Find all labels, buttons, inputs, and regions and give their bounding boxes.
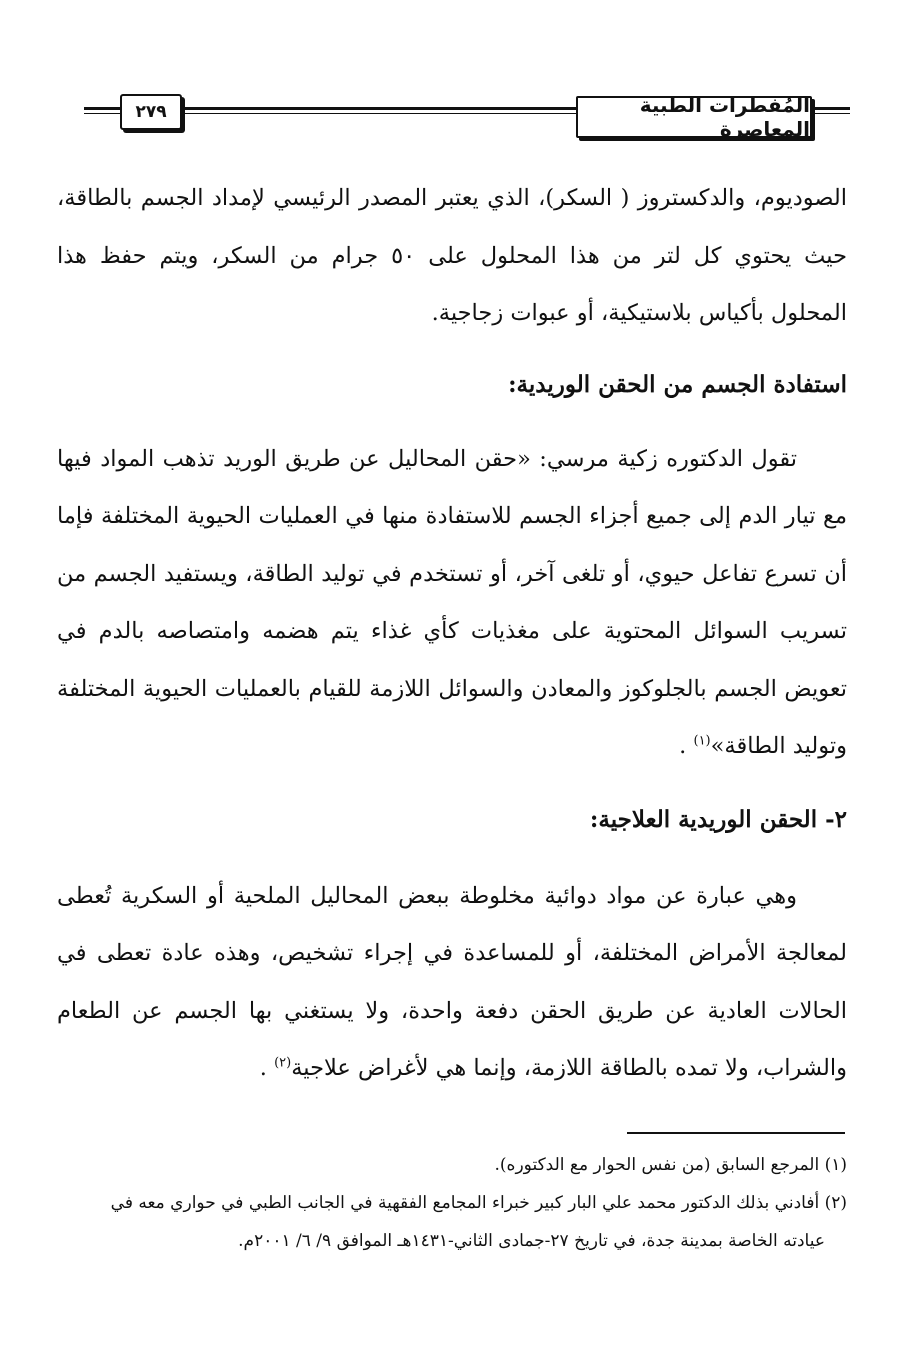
footnote-ref-1: (١) (693, 733, 711, 749)
paragraph-2-end: . (679, 733, 694, 759)
paragraph-3-text: وهي عبارة عن مواد دوائية مخلوطة ببعض المحاليل الملحية أو السكرية تُعطى لمعالجة الأمراض المختلفة، أو للمساعدة في إجراء تشخيص، وهذه عادة تعطى في الحالات العادية عن طريق الحقن دفعة واحدة، ولا يستغني بها الجسم عن الطعام والشراب، ولا تمده بالطاقة اللازمة، وإنما هي لأغراض علاجية (57, 882, 847, 1081)
footnote-ref-2: (٢) (274, 1055, 292, 1071)
paragraph-2-text: تقول الدكتوره زكية مرسي: «حقن المحاليل عن طريق الوريد تذهب المواد فيها مع تيار الدم إلى جميع أجزاء الجسم للاستفادة منها في العمليات الحيوية المختلفة فإما أن تسرع تفاعل حيوي، أو تلغى آخر، أو تستخدم في توليد الطاقة، ويستفيد الجسم من تسريب السوائل المحتوية على مغذيات كأي غذاء يتم هضمه وامتصاصه بالدم في تعويض الجسم بالجلوكوز والمعادن والسوائل اللازمة للقيام بالعمليات الحيوية المختلفة وتوليد الطاقة» (57, 445, 847, 759)
footnote-separator (627, 1132, 845, 1134)
footnote-2-line-2: عيادته الخاصة بمدينة جدة، في تاريخ ٢٧-جمادى الثاني-١٤٣١هـ الموافق ٩/ ٦/ ٢٠٠١م. (238, 1231, 825, 1251)
paragraph-3 (57, 868, 847, 1098)
paragraph-1: الصوديوم، والدكستروز ( السكر)، الذي يعتبر المصدر الرئيسي لإمداد الجسم بالطاقة، حيث يحتوي كل لتر من هذا المحلول على ٥٠ جرام من السكر، ويتم حفظ هذا المحلول بأكياس بلاستيكية، أو عبوات زجاجية. (57, 185, 847, 326)
page-number: ٢٧٩ (120, 94, 182, 130)
page-header (84, 92, 850, 142)
book-title: المُفطرات الطبية المعاصرة (576, 96, 812, 138)
footnote-2-line-1: (٢) أفادني بذلك الدكتور محمد علي البار كبير خبراء المجامع الفقهية في الجانب الطبي في حواري معه في (110, 1193, 847, 1213)
section-heading-therapeutic-iv: ٢- الحقن الوريدية العلاجية: (589, 805, 847, 833)
paragraph-3-end: . (259, 1055, 275, 1081)
page-body (57, 170, 847, 1098)
footnote-2 (57, 1184, 847, 1260)
footnote-1: (١) المرجع السابق (من نفس الحوار مع الدكتوره). (494, 1155, 847, 1175)
footnotes (57, 1146, 847, 1260)
paragraph-2 (57, 431, 847, 776)
section-heading-iv-benefit: استفادة الجسم من الحقن الوريدية: (508, 370, 847, 398)
